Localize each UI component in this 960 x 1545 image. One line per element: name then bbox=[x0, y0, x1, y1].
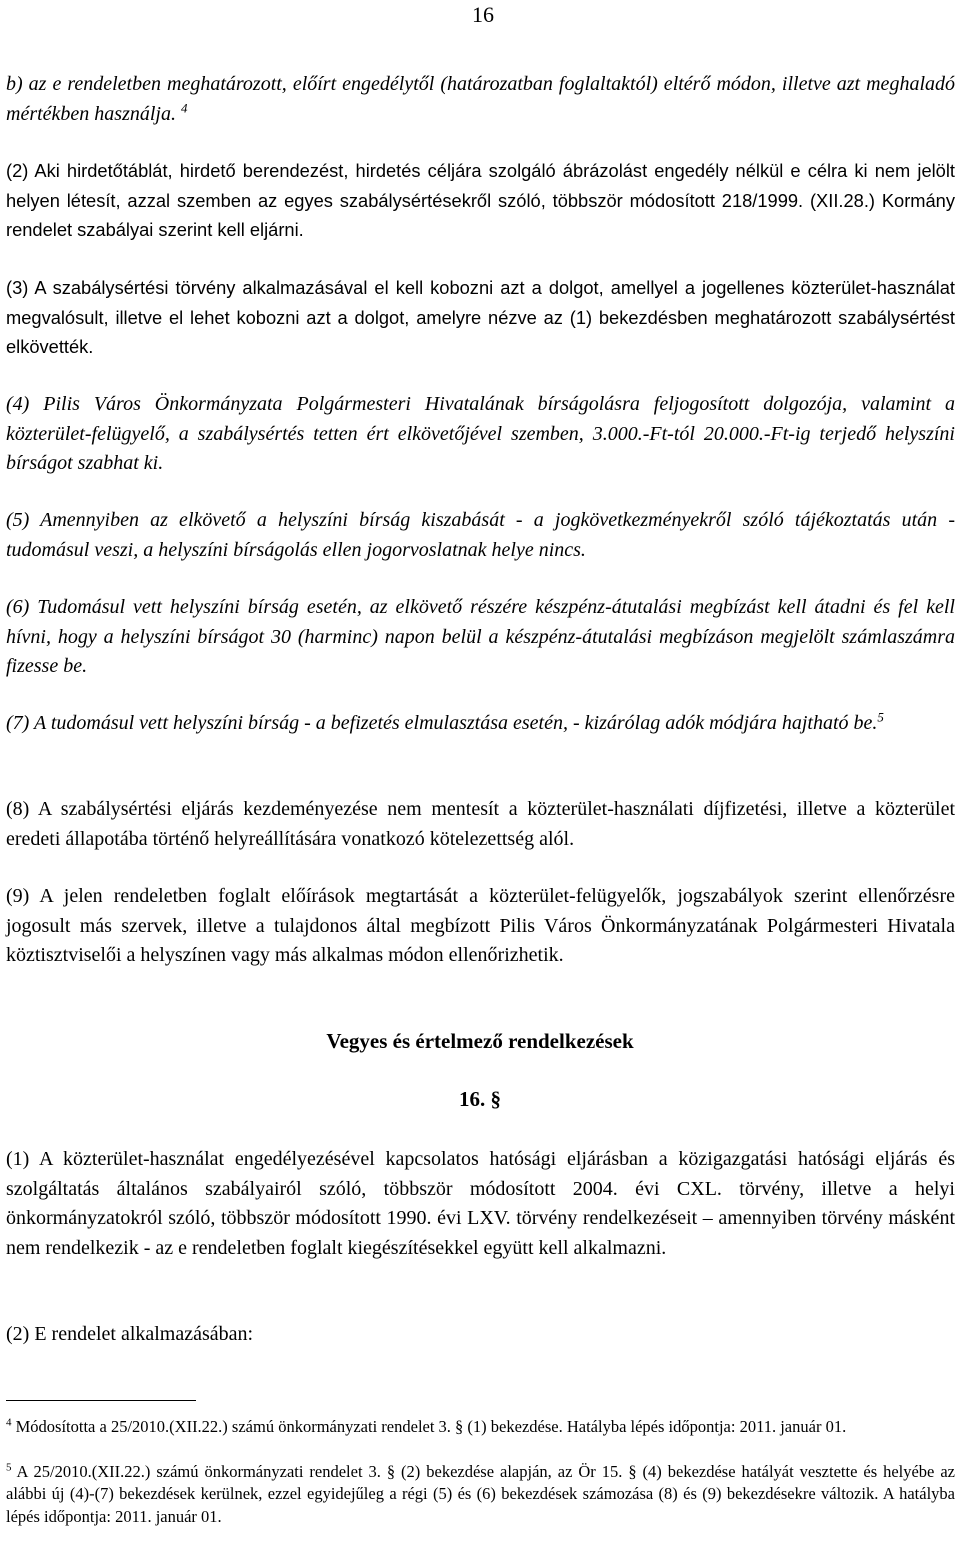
section-number: 16. § bbox=[459, 1087, 501, 1111]
paragraph-8: (8) A szabálysértési eljárás kezdeményezése nem mentesít a közterület-használati díjfizetési, illetve a közterület eredeti állapotába történő helyreállítására vonatkozó kötelezettség alól. bbox=[6, 798, 955, 850]
footnote-4: $^4$ Módosította a 25/2010.(XII.22.) számú önkormányzati rendelet 3. § (1) bekezdése. Hatályba lépés időpontja: 2011. január 01. bbox=[6, 1416, 847, 1436]
footnote-ref-4: 4 bbox=[180, 99, 188, 115]
footnote-divider bbox=[6, 1400, 196, 1401]
section-16-paragraph-2: (2) E rendelet alkalmazásában: bbox=[6, 1323, 254, 1345]
paragraph-9: (9) A jelen rendeletben foglalt előírások megtartását a közterület-felügyelők, jogszabályok szerint ellenőrzésre jogosult más szervek, illetve a tulajdonos által megbízott Pilis Város Önkormányzatának Polgármesteri Hivatala köztisztviselői a helyszínen vagy más alkalmas módon ellenőrizhetik. bbox=[6, 885, 955, 966]
paragraph-6: (6) Tudomásul vett helyszíni bírság esetén, az elkövető részére készpénz-átutalási megbízást kell átadni és fel kell hívni, hogy a helyszíni bírságot 30 (harminc) napon belül a készpénz-átutalási megbízáson megjelölt számlaszámra fizesse be. bbox=[6, 596, 955, 677]
paragraph-2: (2) Aki hirdetőtáblát, hirdető berendezést, hirdetés céljára szolgáló ábrázolást engedély nélkül e célra ki nem jelölt helyen létesít, azzal szemben az egyes szabálysértésekről szóló, többször módosított 218/1999. (XII.28.) Kormány rendelet szabályai szerint kell eljárni. bbox=[6, 160, 955, 240]
paragraph-3: (3) A szabálysértési törvény alkalmazásával el kell kobozni azt a dolgot, amellyel a jogellenes közterület-használat megvalósult, illetve el lehet kobozni azt a dolgot, amelyre nézve az (1) bekezdésben meghatározott szabálysértést elkövették. bbox=[6, 277, 955, 357]
footnote-5: $^5$ A 25/2010.(XII.22.) számú önkormányzati rendelet 3. § (2) bekezdése alapján, az Ör 15. § (4) bekezdése hatályát vesztette és helyébe az alábbi új (4)-(7) bekezdések kerülnek, ezzel egyidejűleg a régi (5) és (6) bekezdések számozása (8) és (9) bekezdésekre változik. A hatályba lépés időpontja: 2011. január 01. bbox=[6, 1461, 955, 1526]
paragraph-5: (5) Amennyiben az elkövető a helyszíni bírság kiszabását - a jogkövetkezményekről szóló tájékoztatás után - tudomásul veszi, a helyszíni bírságolás ellen jogorvoslatnak helye nincs. bbox=[6, 509, 955, 561]
section-title: Vegyes és értelmező rendelkezések bbox=[326, 1029, 634, 1053]
page-number: 16 bbox=[472, 2, 494, 27]
paragraph-b: b) az e rendeletben meghatározott, előírt engedélytől (határozatban foglaltaktól) eltérő módon, illetve azt meghaladó mértékben használja. $^4$ bbox=[6, 73, 955, 125]
paragraph-4: (4) Pilis Város Önkormányzata Polgármesteri Hivatalának bírságolásra feljogosított dolgozója, valamint a közterület-felügyelő, a szabálysértés tetten ért elkövetőjével szemben, 3.000.-Ft-tól 20.000.-Ft-ig terjedő helyszíni bírságot szabhat ki. bbox=[6, 393, 955, 474]
footnote-ref-5: 5 bbox=[877, 709, 884, 725]
paragraph-7: (7) A tudomásul vett helyszíni bírság - a befizetés elmulasztása esetén, - kizárólag adók módjára hajtható be.$^5$ bbox=[6, 709, 884, 734]
section-16-paragraph-1: (1) A közterület-használat engedélyezésével kapcsolatos hatósági eljárásban a közigazgatási hatósági eljárás és szolgáltatás általános szabályairól szóló, többször módosított 2004. évi CXL. törvény, illetve a helyi önkormányzatokról szóló, többször módosított 1990. évi LXV. törvény rendelkezéseit – amennyiben törvény másként nem rendelkezik - az e rendeletben foglalt kiegészítésekkel együtt kell alkalmazni. bbox=[6, 1148, 955, 1259]
